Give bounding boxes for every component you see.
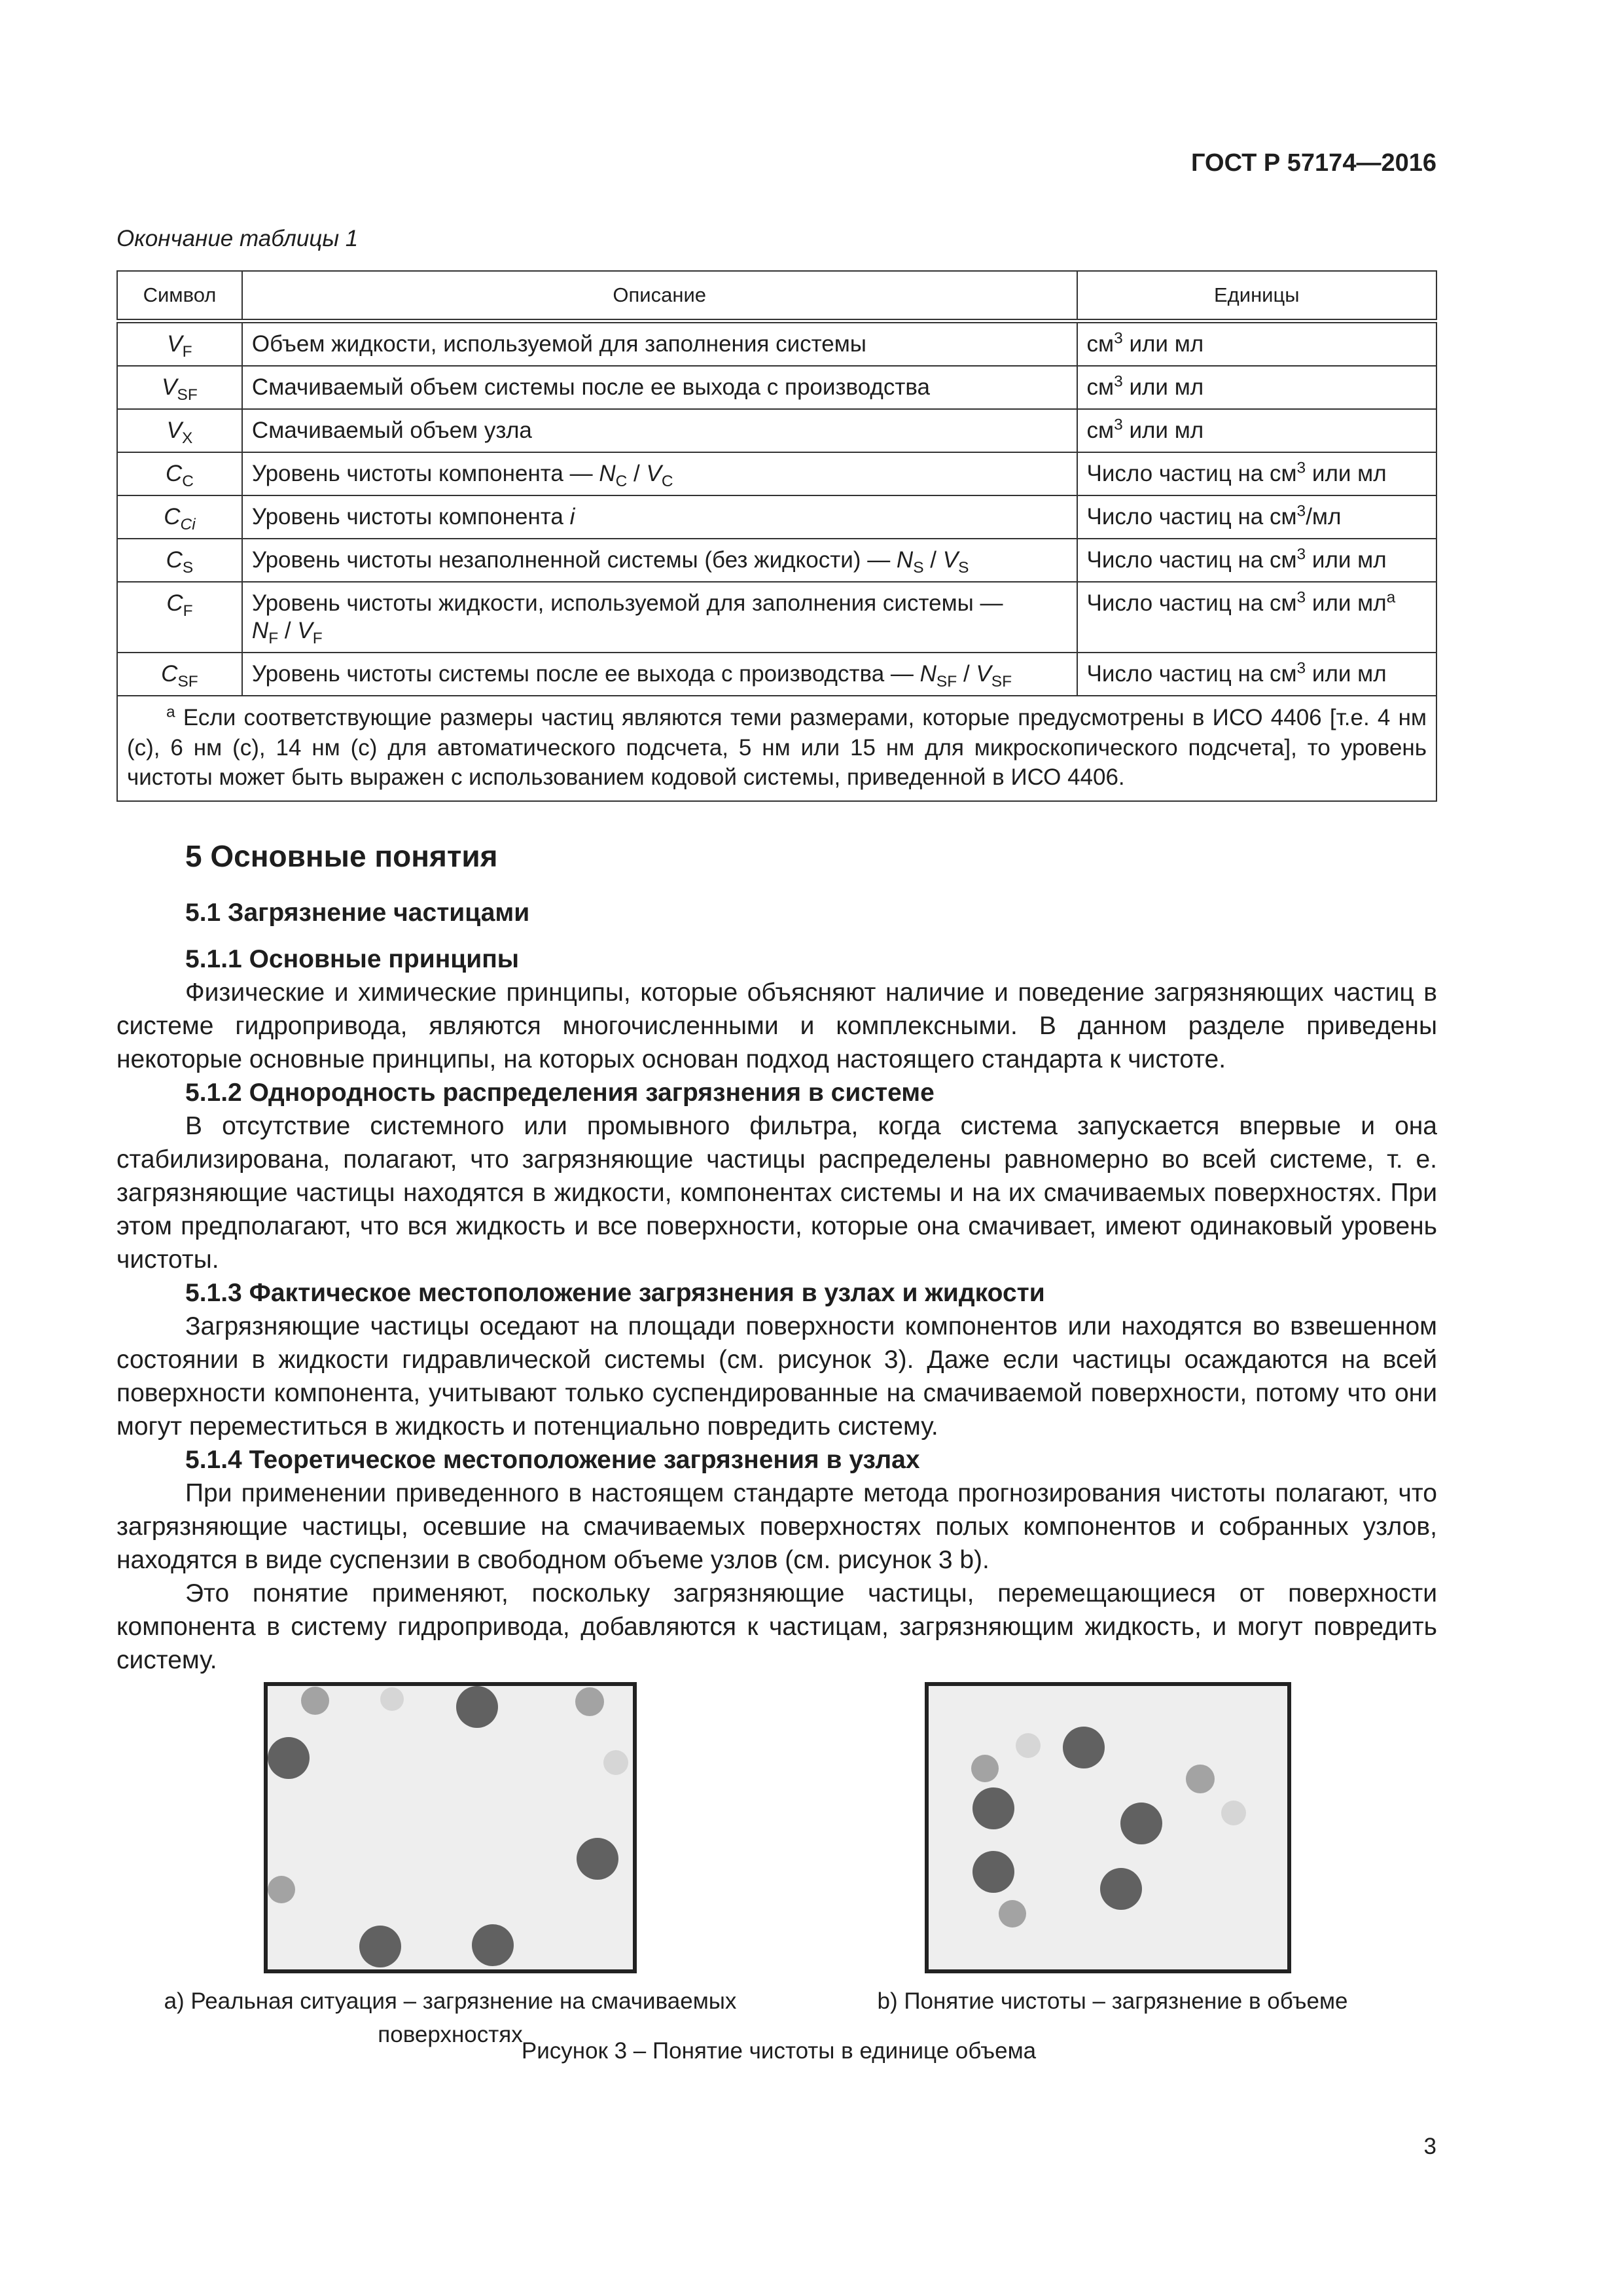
table-row	[117, 409, 1436, 452]
description-cell: Уровень чистоты системы после ее выхода с производства — $N_{SF} / V_{SF}$	[242, 653, 1077, 696]
particle-dot	[577, 1838, 618, 1880]
particle-dot	[472, 1924, 514, 1966]
particle-dot	[972, 1851, 1014, 1893]
clause-heading-5-1-4: 5.1.4 Теоретическое местоположение загрязнения в узлах	[185, 1446, 920, 1474]
particle-dot	[1186, 1765, 1215, 1793]
table-header-row	[117, 271, 1436, 321]
table-row	[117, 495, 1436, 539]
page-number: 3	[1423, 2134, 1436, 2159]
particle-dot	[268, 1876, 295, 1903]
description-cell: Уровень чистоты жидкости, используемой для заполнения системы — $N_F / V_F$	[242, 582, 1077, 653]
footnote-marker: a	[1386, 588, 1396, 607]
table-row	[117, 452, 1436, 495]
particle-dot	[359, 1926, 401, 1967]
table-continuation-label: Окончание таблицы 1	[116, 226, 359, 251]
description-cell: Смачиваемый объем узла	[242, 409, 1077, 452]
table-row	[117, 582, 1436, 653]
table-footnote-row	[117, 696, 1436, 801]
section-title: 5 Основные понятия	[185, 839, 498, 873]
units-cell: Число частиц на $см^3/мл$	[1077, 495, 1436, 539]
units-cell: $см^3$ или мл	[1077, 409, 1436, 452]
particle-dot	[603, 1750, 628, 1775]
clause-heading-5-1-3: 5.1.3 Фактическое местоположение загрязнения в узлах и жидкости	[185, 1279, 1045, 1307]
figure-a-box	[264, 1682, 637, 1973]
particle-dot	[1100, 1868, 1142, 1910]
description-cell: Уровень чистоты незаполненной системы (без жидкости) — $N_S / V_S$	[242, 539, 1077, 582]
particle-dot	[301, 1687, 329, 1715]
table-footnote: $^a$ Если соответствующие размеры частиц являются теми размерами, которые предусмотрены в ИСО 4406 [т.е. 4 нм (c), 6 нм (c), 14 нм (c) для автоматического подсчета, 5 нм или 15 нм для микроскопического подсчета], то уровень чистоты может быть выражен с использованием кодовой системы, приведенной в ИСО 4406.	[117, 696, 1436, 801]
description-cell: Объем жидкости, используемой для заполнения системы	[242, 321, 1077, 367]
particle-dot	[971, 1755, 999, 1782]
units-cell: Число частиц на $см^3$ или мл	[1077, 452, 1436, 495]
symbol-cell: $C_C$	[117, 452, 242, 495]
description-cell: Смачиваемый объем системы после ее выхода с производства	[242, 366, 1077, 409]
table-row	[117, 653, 1436, 696]
figure-b-caption: b) Понятие чистоты – загрязнение в объеме	[877, 1988, 1348, 2014]
paragraph: Это понятие применяют, поскольку загрязняющие частицы, перемещающиеся от поверхности компонента в систему гидропривода, добавляются к частицам, загрязняющим жидкость, и могут повредить систему.	[116, 1579, 1437, 1674]
symbol-cell: $C_{SF}$	[117, 653, 242, 696]
clause-heading-5-1-1: 5.1.1 Основные принципы	[185, 945, 520, 973]
units-cell: Число частиц на $см^3$ или $мл^a$	[1077, 582, 1436, 653]
header-units: Единицы	[1077, 271, 1436, 321]
units-cell: $см^3$ или мл	[1077, 321, 1436, 367]
particle-dot	[268, 1737, 310, 1779]
subsection-title: 5.1 Загрязнение частицами	[185, 899, 530, 927]
symbols-table	[116, 270, 1437, 802]
particle-dot	[999, 1900, 1026, 1928]
particle-dot	[1221, 1801, 1246, 1825]
description-cell: Уровень чистоты компонента i	[242, 495, 1077, 539]
paragraph: Физические и химические принципы, которые объясняют наличие и поведение загрязняющих частиц в системе гидропривода, являются многочисленными и комплексными. В данном разделе приведены некоторые основные принципы, на которых основан подход настоящего стандарта к чистоте.	[116, 978, 1437, 1073]
particle-dot	[456, 1686, 498, 1728]
table-row	[117, 366, 1436, 409]
paragraph: В отсутствие системного или промывного фильтра, когда система запускается впервые и она стабилизирована, полагают, что загрязняющие частицы распределены равномерно во всей системе, т. е. загрязняющие частицы находятся в жидкости, компонентах системы и на их смачиваемых поверхностях. При этом предполагают, что вся жидкость и все поверхности, которые она смачивает, имеют одинаковый уровень чистоты.	[116, 1112, 1437, 1274]
particle-dot	[1063, 1727, 1105, 1768]
figure-a-caption: а) Реальная ситуация – загрязнение на смачиваемых поверхностях	[164, 1988, 737, 2047]
figure-caption: Рисунок 3 – Понятие чистоты в единице объема	[521, 2038, 1037, 2064]
symbol-cell: $C_F$	[117, 582, 242, 653]
symbol-cell: $C_{Ci}$	[117, 495, 242, 539]
paragraph: При применении приведенного в настоящем стандарте метода прогнозирования чистоты полагают, что загрязняющие частицы, осевшие на смачиваемых поверхностях полых компонентов и собранных узлов, находятся в виде суспензии в свободном объеме узлов (см. рисунок 3 b).	[116, 1479, 1437, 1574]
paragraph: Загрязняющие частицы оседают на площади поверхности компонентов или находятся во взвешенном состоянии в жидкости гидравлической системы (см. рисунок 3). Даже если частицы осаждаются на всей поверхности компонента, учитывают только суспендированные на смачиваемой поверхности, потому что они могут переместиться в жидкость и потенциально повредить систему.	[116, 1312, 1437, 1441]
figure-b-box	[925, 1682, 1291, 1973]
particle-dot	[1016, 1733, 1041, 1758]
header-description: Описание	[242, 271, 1077, 321]
particle-dot	[1120, 1803, 1162, 1844]
units-cell: Число частиц на $см^3$ или мл	[1077, 539, 1436, 582]
symbol-cell: $V_F$	[117, 321, 242, 367]
header-symbol: Символ	[117, 271, 242, 321]
table-row	[117, 539, 1436, 582]
particle-dot	[575, 1687, 604, 1716]
symbol-cell: $C_S$	[117, 539, 242, 582]
symbol-cell: $V_X$	[117, 409, 242, 452]
particle-dot	[972, 1787, 1014, 1829]
symbol-cell: $V_{SF}$	[117, 366, 242, 409]
clause-heading-5-1-2: 5.1.2 Однородность распределения загрязнения в системе	[185, 1079, 935, 1107]
section-body	[116, 942, 1437, 1677]
particle-dot	[380, 1687, 404, 1711]
table-row	[117, 321, 1436, 367]
units-cell: $см^3$ или мл	[1077, 366, 1436, 409]
document-code: ГОСТ Р 57174—2016	[1191, 149, 1436, 177]
description-cell: Уровень чистоты компонента — $N_C / V_C$	[242, 452, 1077, 495]
units-cell: Число частиц на $см^3$ или мл	[1077, 653, 1436, 696]
